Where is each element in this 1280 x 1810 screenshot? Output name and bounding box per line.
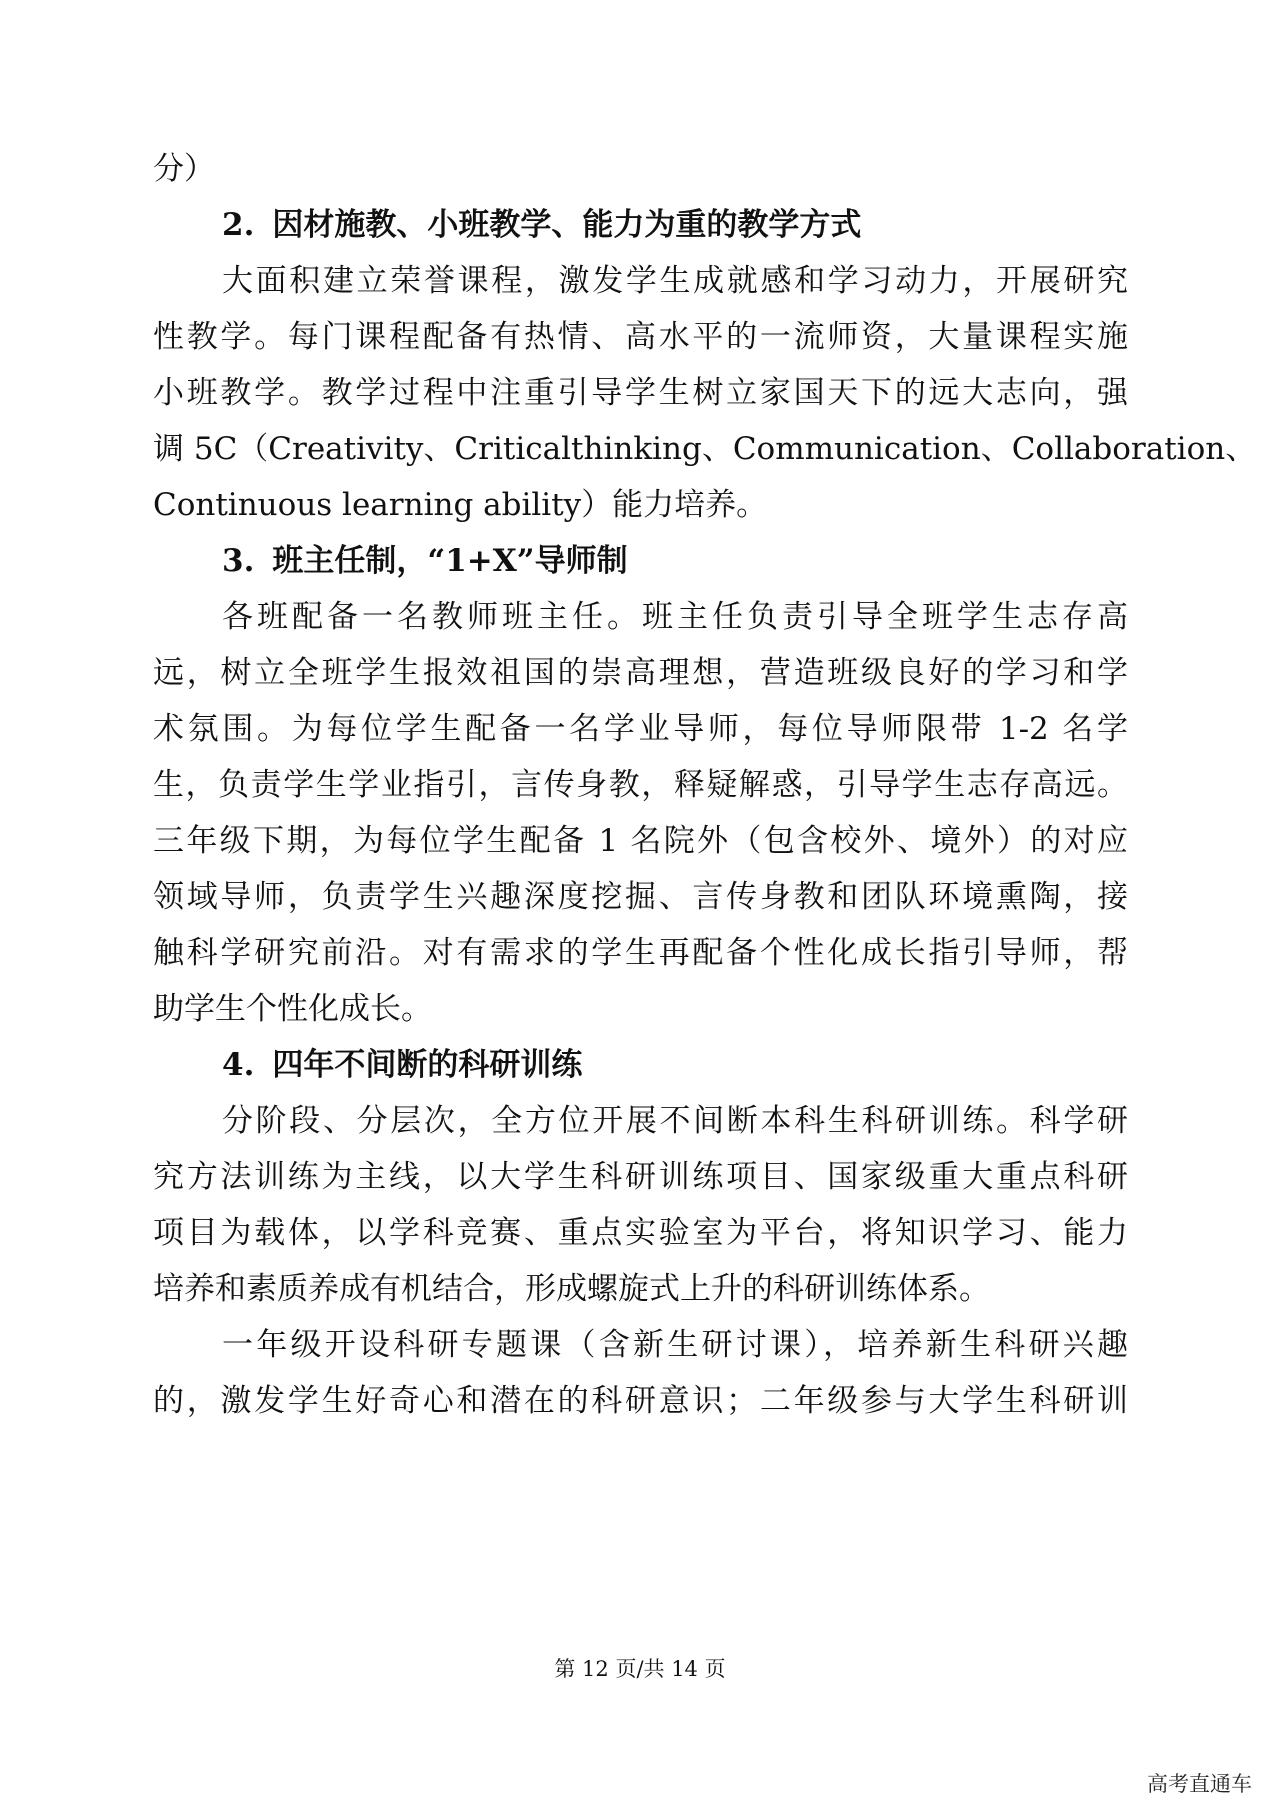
section-heading-3 xyxy=(222,541,628,581)
section-title: 因材施教、小班教学、能力为重的教学方式 xyxy=(272,207,862,243)
paragraph-line: 的，激发学生好奇心和潜在的科研意识；二年级参与大学生科研训 xyxy=(153,1383,1128,1419)
section-number: 3. xyxy=(222,543,255,579)
continuation-text: 分） xyxy=(153,151,215,187)
paragraph-line: 性教学。每门课程配备有热情、高水平的一流师资，大量课程实施 xyxy=(153,319,1128,355)
section-number: 4. xyxy=(222,1047,255,1083)
paragraph-line: 术氛围。为每位学生配备一名学业导师，每位导师限带 1-2 名学 xyxy=(153,711,1128,747)
paragraph-line: 究方法训练为主线，以大学生科研训练项目、国家级重大重点科研 xyxy=(153,1159,1128,1195)
paragraph-line: 分阶段、分层次，全方位开展不间断本科生科研训练。科学研 xyxy=(222,1103,1128,1139)
section-heading-2 xyxy=(222,205,861,245)
paragraph-line: 一年级开设科研专题课（含新生研讨课），培养新生科研兴趣 xyxy=(222,1327,1128,1363)
paragraph-line: 触科学研究前沿。对有需求的学生再配备个性化成长指引导师，帮 xyxy=(153,935,1128,971)
paragraph-line: 领域导师，负责学生兴趣深度挖掘、言传身教和团队环境熏陶，接 xyxy=(153,879,1128,915)
paragraph-line: 各班配备一名教师班主任。班主任负责引导全班学生志存高 xyxy=(222,599,1128,635)
paragraph-line: 大面积建立荣誉课程，激发学生成就感和学习动力，开展研究 xyxy=(222,263,1128,299)
paragraph-line: 培养和素质养成有机结合，形成螺旋式上升的科研训练体系。 xyxy=(153,1271,990,1307)
paragraph-line: 三年级下期，为每位学生配备 1 名院外（包含校外、境外）的对应 xyxy=(153,823,1128,859)
paragraph-line: 助学生个性化成长。 xyxy=(153,991,432,1027)
paragraph-line: 生，负责学生学业指引，言传身教，释疑解惑，引导学生志存高远。 xyxy=(153,767,1128,803)
paragraph-line: 小班教学。教学过程中注重引导学生树立家国天下的远大志向，强 xyxy=(153,375,1128,411)
section-heading-4 xyxy=(222,1045,582,1085)
paragraph-line: Continuous learning ability）能力培养。 xyxy=(153,487,768,523)
watermark-text: 高考直通车 xyxy=(1147,1772,1252,1796)
section-title: 班主任制，“1+X”导师制 xyxy=(272,543,628,579)
paragraph-line: 调 5C（Creativity、Criticalthinking、Communication、Collaboration、 xyxy=(153,431,1257,467)
paragraph-line: 远，树立全班学生报效祖国的崇高理想，营造班级良好的学习和学 xyxy=(153,655,1128,691)
paragraph-line: 项目为载体，以学科竞赛、重点实验室为平台，将知识学习、能力 xyxy=(153,1215,1128,1251)
section-title: 四年不间断的科研训练 xyxy=(272,1047,583,1083)
page-number-footer: 第 12 页/共 14 页 xyxy=(554,1657,726,1681)
section-number: 2. xyxy=(222,207,255,243)
